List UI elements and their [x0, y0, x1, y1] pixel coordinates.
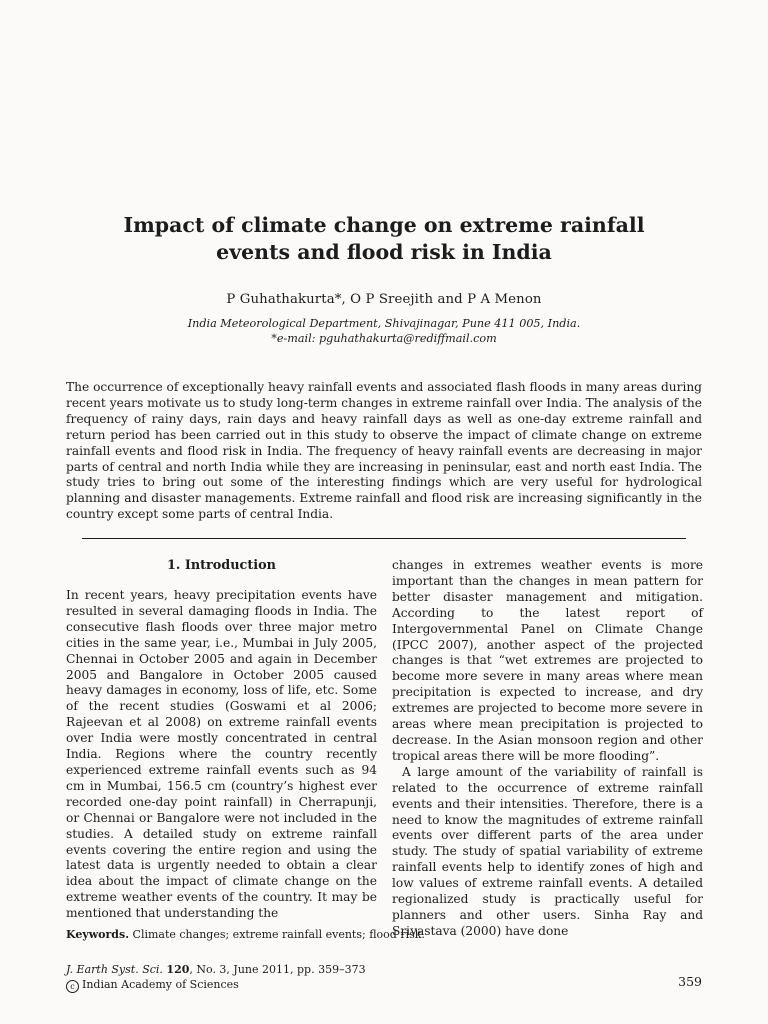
keywords-label: Keywords.: [66, 928, 130, 941]
journal-volume: 120: [166, 963, 190, 976]
page-number: 359: [678, 974, 702, 989]
intro-paragraph-1: In recent years, heavy precipitation events have resulted in several damaging floods in India. The consecutive flash floods over three major metro cities in the same year, i.e., Mumbai in July 2005, Chennai in October 2005 and again in December 2005 and Bangalore in October 2005 caused heavy damages in economy, loss of life, etc. Some of the recent studies (Goswami et al 2006; Rajeevan et al 2008) on extreme rainfall events over India were mostly concentrated in central India. Regions where the country recently experienced extreme rainfall events such as 94 cm in Mumbai, 156.5 cm (country’s highest ever recorded one-day point rainfall) in Cherrapunji, or Chennai or Bangalore were not included in the studies. A detailed study on extreme rainfall events covering the entire region and using the latest data is urgently needed to obtain a clear idea about the impact of climate change on the extreme weather events of the country. It may be mentioned that understanding the: [66, 588, 377, 921]
authors: P Guhathakurta*, O P Sreejith and P A Menon: [226, 292, 542, 307]
journal-citation: [66, 962, 366, 993]
section-divider: [82, 538, 686, 539]
keywords-text: Climate changes; extreme rainfall events; flood risk.: [132, 928, 425, 941]
title-line-1: Impact of climate change on extreme rainfall: [123, 213, 645, 237]
journal-issue-pages: , No. 3, June 2011, pp. 359–373: [189, 963, 366, 976]
journal-name: J. Earth Syst. Sci.: [66, 963, 163, 976]
journal-line: [66, 962, 366, 977]
paper-title: [0, 212, 768, 266]
title-line-2: events and flood risk in India: [216, 240, 552, 264]
intro-paragraph-continued: changes in extremes weather events is more important than the changes in mean pattern for better disaster management and mitigation. According to the latest report of Intergovernmental Panel on Climate Change (IPCC 2007), another aspect of the projected changes is that “wet extremes are projected to become more severe in many areas where mean precipitation is expected to increase, and dry extremes are projected to become more severe in areas where mean precipitation is projected to decrease. In the Asian monsoon region and other tropical areas there will be more flooding”.: [392, 558, 703, 763]
intro-right-column: [392, 558, 703, 940]
copyright-icon: c: [66, 980, 79, 993]
abstract: The occurrence of exceptionally heavy rainfall events and associated flash floods in many areas during recent years motivate us to study long-term changes in extreme rainfall over India. The analysis of the frequency of rainy days, rain days and heavy rainfall days as well as one-day extreme rainfall and return period has been carried out in this study to observe the impact of climate change on extreme rainfall events and flood risk in India. The frequency of heavy rainfall events are decreasing in major parts of central and north India while they are increasing in peninsular, east and north east India. The study tries to bring out some of the interesting findings which are very useful for hydrological planning and disaster managements. Extreme rainfall and flood risk are increasing significantly in the country except some parts of central India.: [66, 380, 702, 522]
affiliation: [0, 316, 768, 346]
section-heading-introduction: 1. Introduction: [167, 558, 276, 573]
keywords: [66, 928, 425, 941]
intro-left-column: [66, 588, 377, 922]
publisher: Indian Academy of Sciences: [82, 978, 239, 991]
copyright-line: [66, 977, 366, 993]
intro-paragraph-2: A large amount of the variability of rainfall is related to the occurrence of extreme rainfall events and their intensities. Therefore, there is a need to know the magnitudes of extreme rainfall events over different parts of the area under study. The study of spatial variability of extreme rainfall events help to identify zones of high and low values of extreme rainfall events. A detailed regionalized study is practically useful for planners and other users. Sinha Ray and Srivastava (2000) have done: [392, 764, 703, 938]
email-line: *e-mail: pguhathakurta@rediffmail.com: [271, 332, 497, 345]
affiliation-line: India Meteorological Department, Shivajinagar, Pune 411 005, India.: [187, 317, 581, 330]
